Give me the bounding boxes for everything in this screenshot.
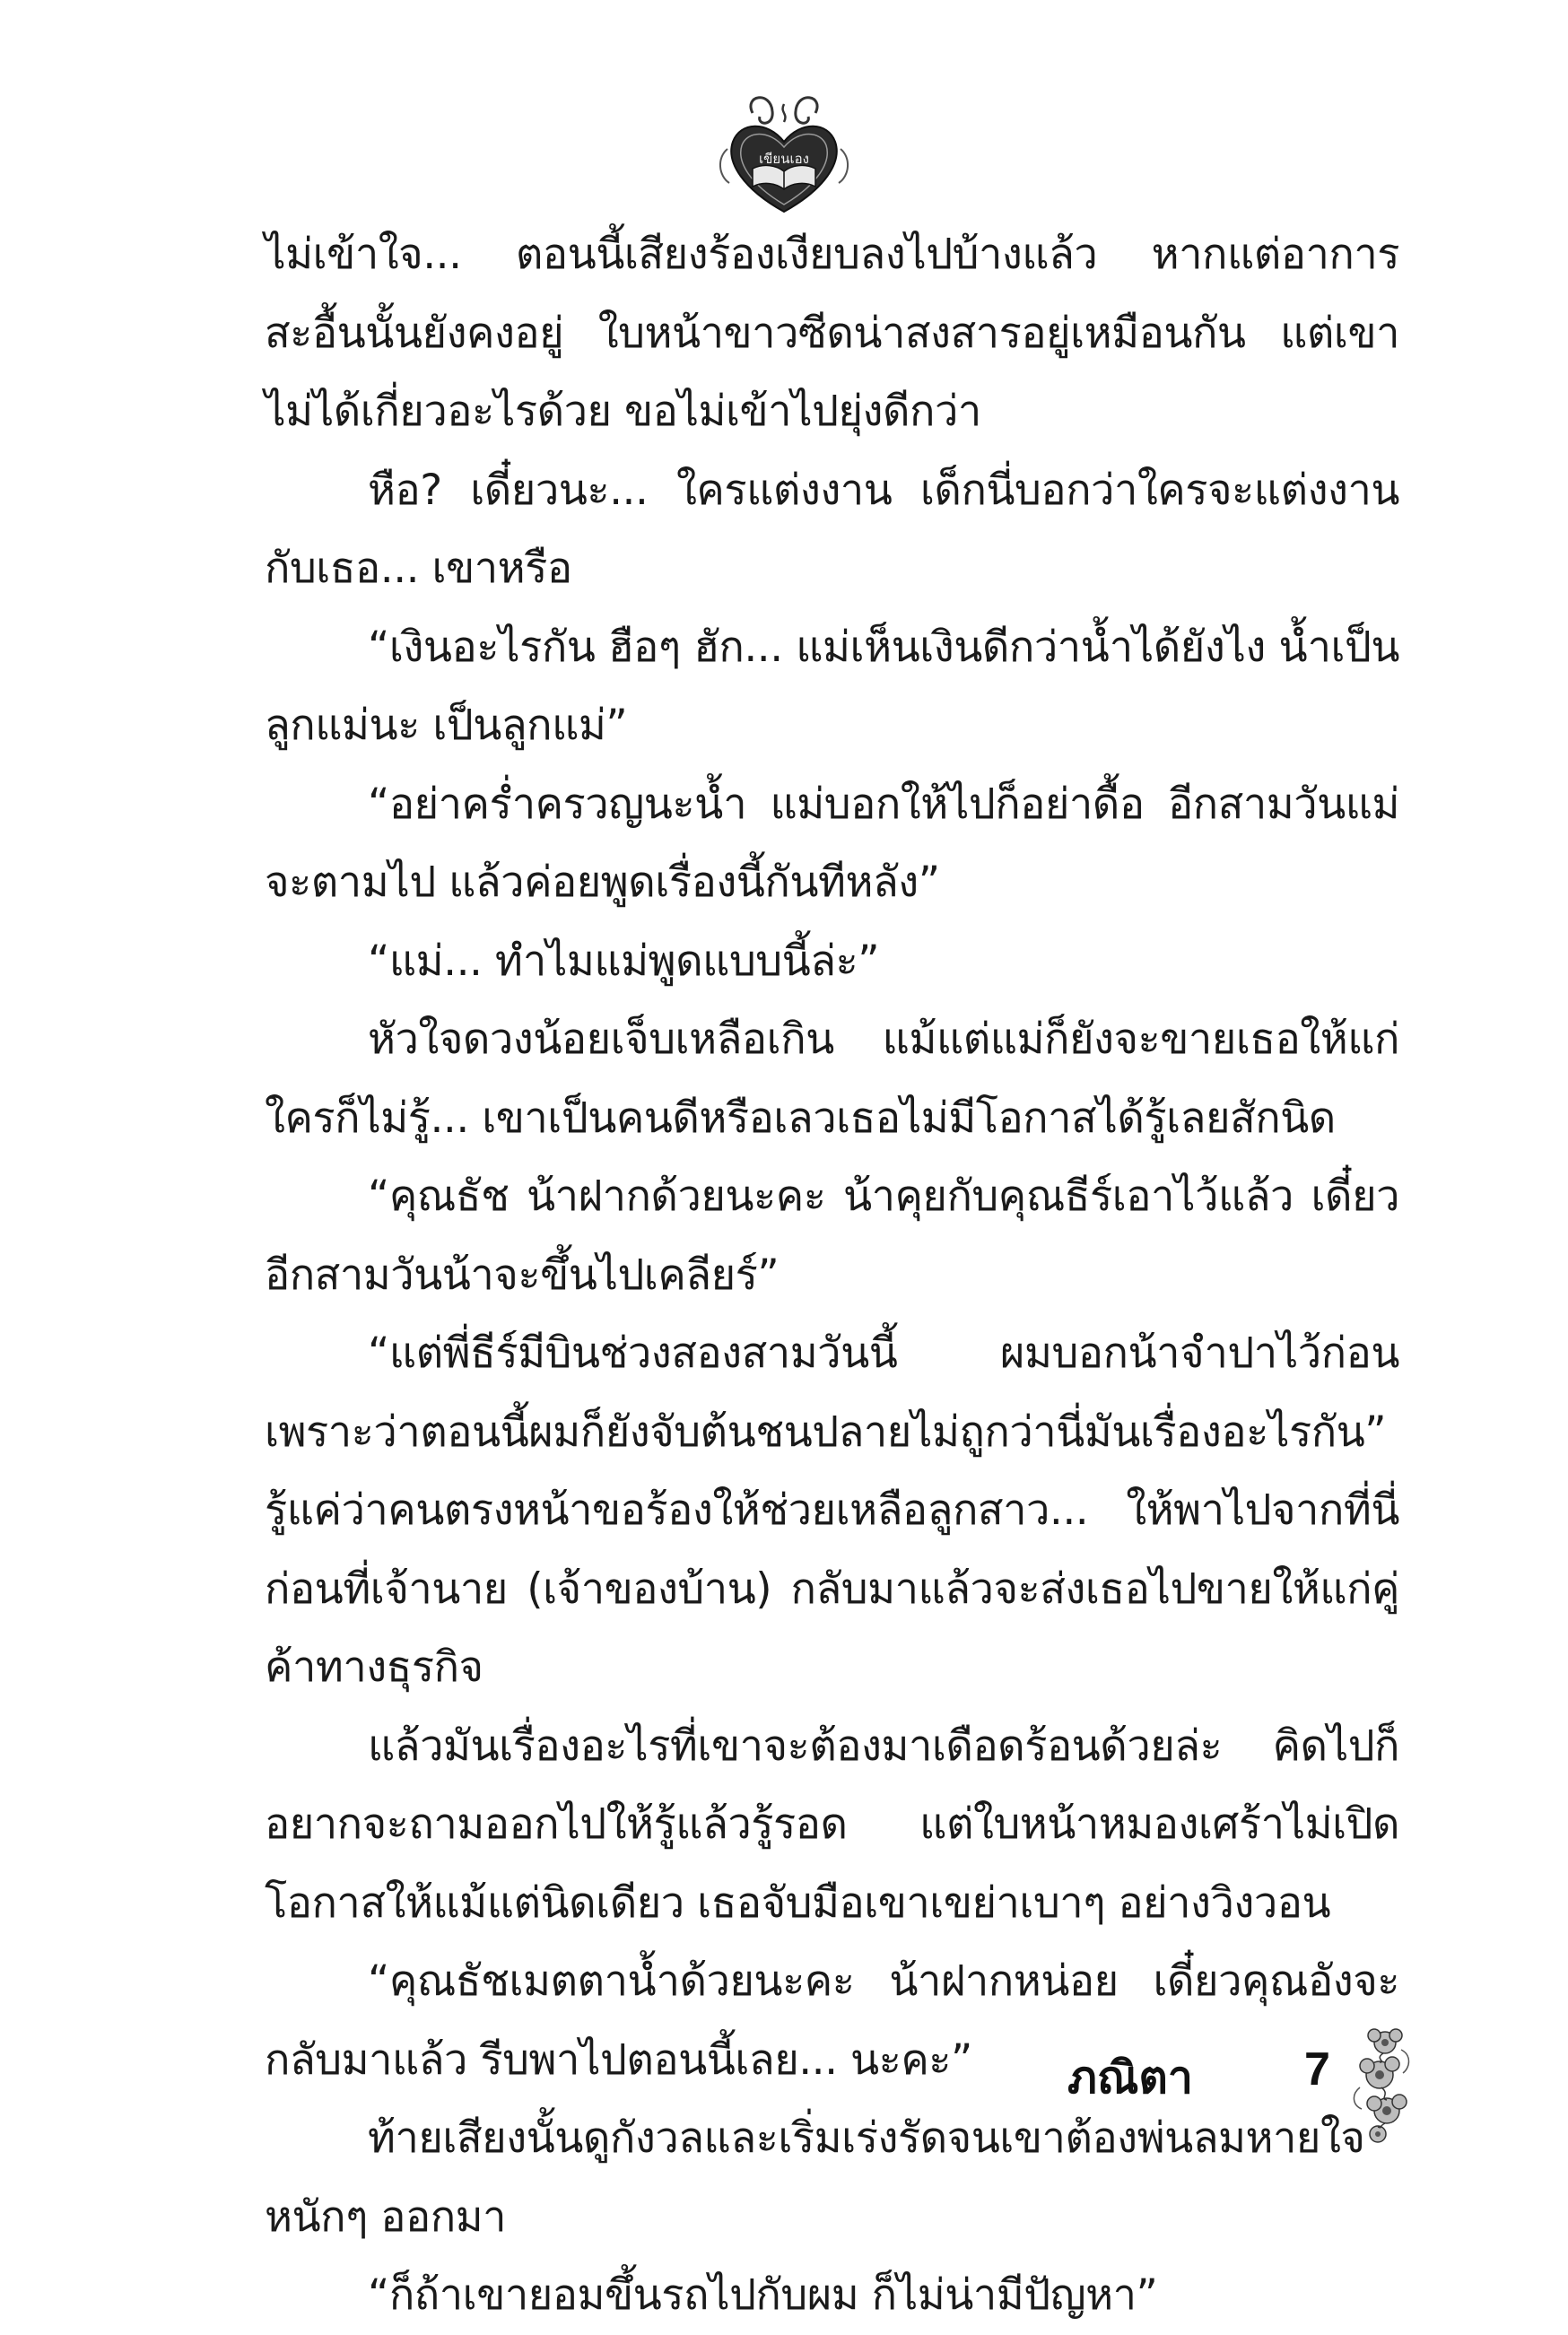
paragraph: “คุณธัชเมตตาน้ำด้วยนะคะ น้าฝากหน่อย เดี๋ยวคุณอังจะกลับมาแล้ว รีบพาไปตอนนี้เลย... นะคะ”	[265, 1956, 1399, 2085]
page-number: 7	[1304, 2043, 1330, 2095]
paragraph: “แต่พี่ธีร์มีบินช่วงสองสามวันนี้ ผมบอกน้าจำปาไว้ก่อน เพราะว่าตอนนี้ผมก็ยังจับต้นชนปลายไม่ถูกว่านี่มันเรื่องอะไรกัน” รู้แค่ว่าคนตรงหน้าขอร้องให้ช่วยเหลือลูกสาว... ให้พาไปจากที่นี่ก่อนที่เจ้านาย (เจ้าของบ้าน) กลับมาแล้วจะส่งเธอไปขายให้แก่คู่ค้าทางธุรกิจ	[265, 1329, 1399, 1692]
paragraph: “คุณธัช น้าฝากด้วยนะคะ น้าคุยกับคุณธีร์เอาไว้แล้ว เดี๋ยวอีกสามวันน้าจะขึ้นไปเคลียร์”	[265, 1172, 1399, 1300]
flower-ornament-icon	[1347, 2023, 1419, 2148]
paragraph: แล้วมันเรื่องอะไรที่เขาจะต้องมาเดือดร้อนด้วยล่ะ คิดไปก็อยากจะถามออกไปให้รู้แล้วรู้รอด แต่ใบหน้าหมองเศร้าไม่เปิดโอกาสให้แม้แต่นิดเดียว เธอจับมือเขาเขย่าเบาๆ อย่างวิงวอน	[265, 1721, 1399, 1928]
paragraph: ท้ายเสียงนั้นดูกังวลและเริ่มเร่งรัดจนเขาต้องพ่นลมหายใจหนักๆ ออกมา	[265, 2113, 1365, 2242]
paragraph: หัวใจดวงน้อยเจ็บเหลือเกิน แม้แต่แม่ก็ยังจะขายเธอให้แก่ใครก็ไม่รู้... เขาเป็นคนดีหรือเลวเธอไม่มีโอกาสได้รู้เลยสักนิด	[265, 1015, 1399, 1143]
paragraph: “ก็ถ้าเขายอมขึ้นรถไปกับผม ก็ไม่น่ามีปัญหา”	[368, 2270, 1158, 2320]
paragraph: หือ? เดี๋ยวนะ... ใครแต่งงาน เด็กนี่บอกว่าใครจะแต่งงานกับเธอ... เขาหรือ	[265, 465, 1399, 593]
paragraph: “เงินอะไรกัน ฮือๆ ฮัก... แม่เห็นเงินดีกว่าน้ำได้ยังไง น้ำเป็นลูกแม่นะ เป็นลูกแม่”	[265, 622, 1399, 750]
story-text	[265, 215, 1399, 2335]
logo-text: เขียนเอง	[759, 151, 809, 167]
paragraph: “อย่าคร่ำครวญนะน้ำ แม่บอกให้ไปก็อย่าดื้อ อีกสามวันแม่จะตามไป แล้วค่อยพูดเรื่องนี้กันทีหลัง”	[265, 779, 1399, 907]
paragraph: ไม่เข้าใจ... ตอนนี้เสียงร้องเงียบลงไปบ้างแล้ว หากแต่อาการสะอื้นนั้นยังคงอยู่ ใบหน้าขาวซีดน่าสงสารอยู่เหมือนกัน แต่เขาไม่ได้เกี่ยวอะไรด้วย ขอไม่เข้าไปยุ่งดีกว่า	[265, 230, 1399, 436]
paragraph: “แม่... ทำไมแม่พูดแบบนี้ล่ะ”	[368, 936, 880, 986]
author-name: ภณิตา	[1067, 2052, 1193, 2103]
page-footer	[1067, 2023, 1444, 2157]
book-heart-emblem-icon	[717, 86, 851, 221]
